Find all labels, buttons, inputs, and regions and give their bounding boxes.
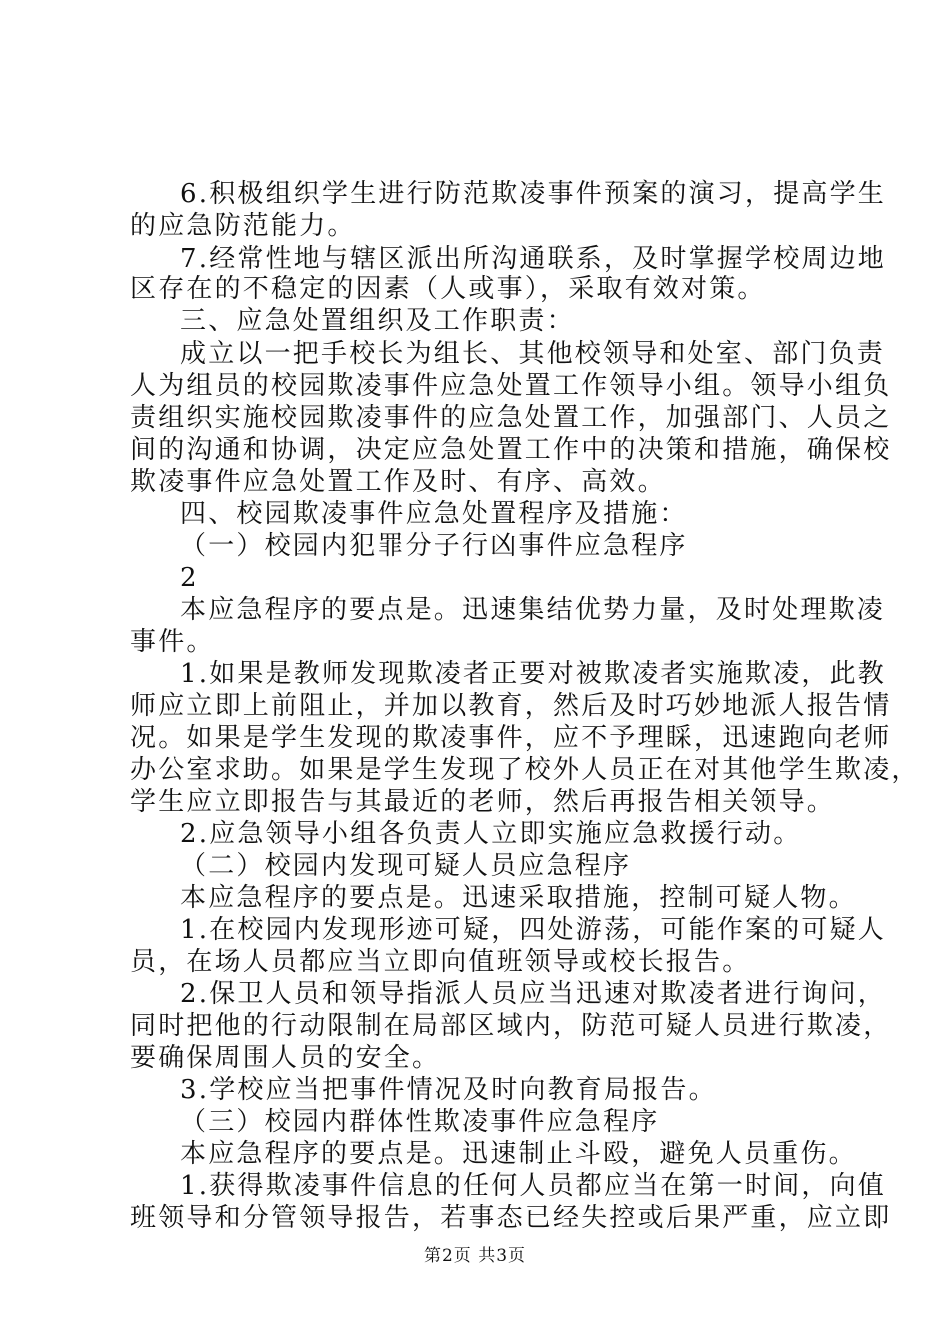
paragraph-line: 办公室求助。如果是学生发现了校外人员正在对其他学生欺凌，: [130, 755, 920, 785]
page-marker: 2: [180, 563, 199, 593]
paragraph-line: 员，在场人员都应当立即向值班领导或校长报告。: [130, 947, 751, 977]
paragraph-line: 班领导和分管领导报告，若事态已经失控或后果严重，应立即: [130, 1203, 892, 1233]
paragraph-line: 成立以一把手校长为组长、其他校领导和处室、部门负责: [180, 339, 886, 369]
section-heading: 三、应急处置组织及工作职责：: [180, 306, 575, 336]
paragraph-line: 况。如果是学生发现的欺凌事件，应不予理睬，迅速跑向老师: [130, 723, 892, 753]
subsection-heading: （二）校园内发现可疑人员应急程序: [180, 851, 632, 881]
paragraph-line: 7.经常性地与辖区派出所沟通联系，及时掌握学校周边地: [180, 244, 887, 274]
paragraph-line: 师应立即上前阻止，并加以教育，然后及时巧妙地派人报告情: [130, 691, 892, 721]
section-heading: 四、校园欺凌事件应急处置程序及措施：: [180, 499, 688, 529]
paragraph-line: 1.获得欺凌事件信息的任何人员都应当在第一时间，向值: [180, 1171, 887, 1201]
paragraph-line: 事件。: [130, 627, 215, 657]
paragraph-line: 责组织实施校园欺凌事件的应急处置工作，加强部门、人员之: [130, 403, 892, 433]
paragraph-line: 要确保周围人员的安全。: [130, 1043, 441, 1073]
paragraph-line: 2.保卫人员和领导指派人员应当迅速对欺凌者进行询问，: [180, 979, 887, 1009]
paragraph-line: 2.应急领导小组各负责人立即实施应急救援行动。: [180, 819, 802, 849]
paragraph-line: 6.积极组织学生进行防范欺凌事件预案的演习，提高学生: [180, 179, 887, 209]
subsection-heading: （三）校园内群体性欺凌事件应急程序: [180, 1107, 660, 1137]
paragraph-line: 的应急防范能力。: [130, 211, 356, 241]
page-footer: 第2页 共3页: [423, 1246, 527, 1266]
paragraph-line: 1.如果是教师发现欺凌者正要对被欺凌者实施欺凌，此教: [180, 659, 887, 689]
paragraph-line: 1.在校园内发现形迹可疑，四处游荡，可能作案的可疑人: [180, 915, 887, 945]
paragraph-line: 同时把他的行动限制在局部区域内，防范可疑人员进行欺凌，: [130, 1011, 892, 1041]
paragraph-line: 人为组员的校园欺凌事件应急处置工作领导小组。领导小组负: [130, 371, 892, 401]
paragraph-line: 本应急程序的要点是。迅速制止斗殴，避免人员重伤。: [180, 1139, 857, 1169]
paragraph-line: 本应急程序的要点是。迅速采取措施，控制可疑人物。: [180, 883, 857, 913]
paragraph-line: 欺凌事件应急处置工作及时、有序、高效。: [130, 467, 666, 497]
paragraph-line: 区存在的不稳定的因素（人或事），采取有效对策。: [130, 274, 766, 304]
subsection-heading: （一）校园内犯罪分子行凶事件应急程序: [180, 531, 688, 561]
paragraph-line: 3.学校应当把事件情况及时向教育局报告。: [180, 1075, 717, 1105]
paragraph-line: 学生应立即报告与其最近的老师，然后再报告相关领导。: [130, 787, 836, 817]
paragraph-line: 本应急程序的要点是。迅速集结优势力量，及时处理欺凌: [180, 595, 886, 625]
paragraph-line: 间的沟通和协调，决定应急处置工作中的决策和措施，确保校: [130, 435, 892, 465]
